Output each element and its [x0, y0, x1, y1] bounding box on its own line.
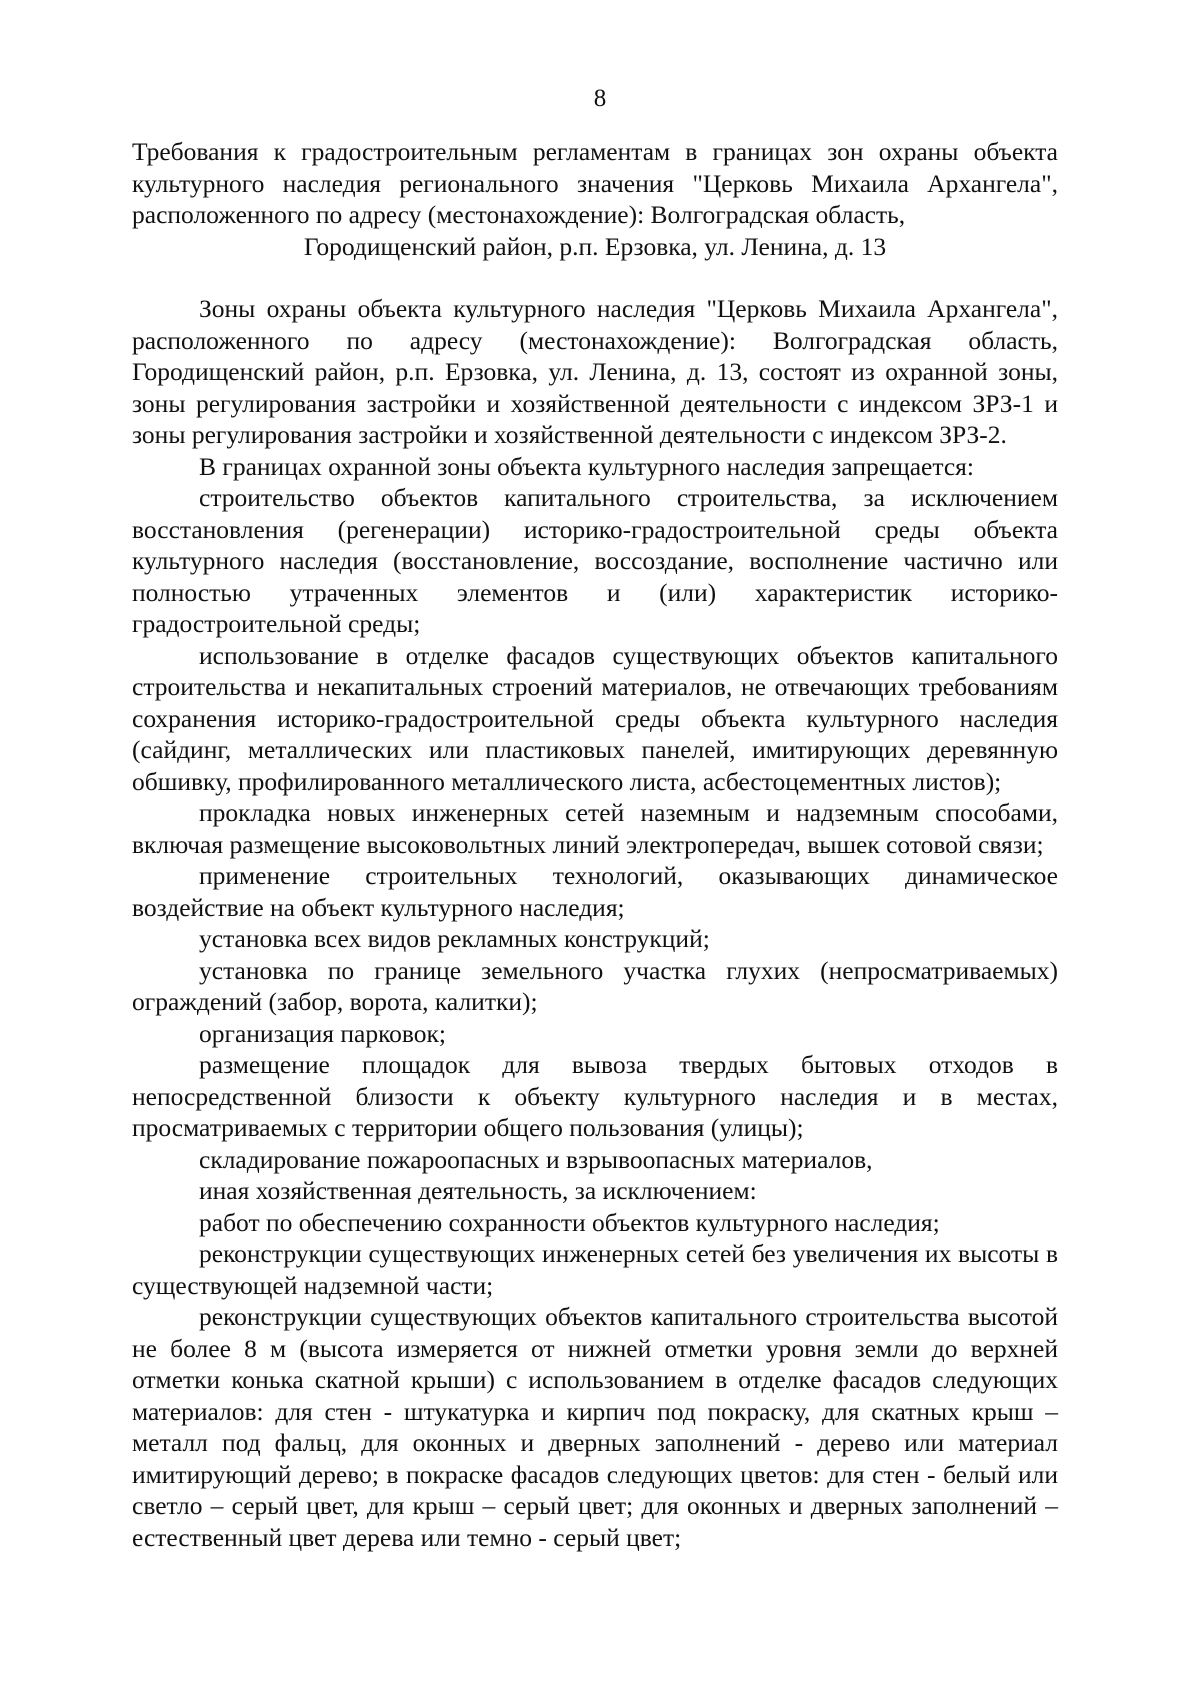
list-item: иная хозяйственная деятельность, за исключением:: [199, 1176, 757, 1205]
list-item: складирование пожароопасных и взрывоопасных материалов,: [199, 1144, 873, 1174]
list-item: установка по границе земельного участка глухих (непросматриваемых) ограждений (забор, ворота, калитки);: [132, 955, 1058, 1016]
list-item: применение строительных технологий, оказывающих динамическое воздействие на объект культурного наследия;: [132, 861, 1058, 922]
document-heading-address: Городищенский район, р.п. Ерзовка, ул. Ленина, д. 13: [303, 231, 887, 261]
list-item: размещение площадок для вывоза твердых бытовых отходов в непосредственной близости к объекту культурного наследия и в местах, просматриваемых с территории общего пользования (улицы);: [132, 1050, 1058, 1142]
document-heading: Требования к градостроительным регламентам в границах зон охраны объекта культурного наследия регионального значения "Церковь Михаила Архангела", расположенного по адресу (местонахождение): Волгоградская область,: [132, 137, 1058, 229]
page-number: 8: [593, 85, 607, 112]
list-item: реконструкции существующих объектов капитального строительства высотой не более 8 м (высота измеряется от нижней отметки уровня земли до верхней отметки конька скатной крыши) с использованием в отделке фасадов следующих материалов: для стен - штукатурка и кирпич под покраску, для скатных крыш – металл под фальц, для оконных и дверных заполнений - дерево или материал имитирующий дерево; в покраске фасадов следующих цветов: для стен - белый или светло – серый цвет, для крыш – серый цвет; для оконных и дверных заполнений – естественный цвет дерева или темно - серый цвет;: [132, 1302, 1058, 1552]
document-body: [132, 136, 1058, 1553]
list-item: реконструкции существующих инженерных сетей без увеличения их высоты в существующей надземной части;: [132, 1239, 1058, 1300]
list-item: использование в отделке фасадов существующих объектов капитального строительства и некапитальных строений материалов, не отвечающих требованиям сохранения историко-градостроительной среды объекта культурного наследия (сайдинг, металлических или пластиковых панелей, имитирующих деревянную обшивку, профилированного металлического листа, асбестоцементных листов);: [132, 640, 1058, 796]
paragraph-zones: Зоны охраны объекта культурного наследия "Церковь Михаила Архангела", расположенного по адресу (местонахождение): Волгоградская область, Городищенский район, р.п. Ерзовка, ул. Ленина, д. 13, состоят из охранной зоны, зоны регулирования застройки и хозяйственной деятельности с индексом ЗРЗ-1 и зоны регулирования застройки и хозяйственной деятельности с индексом ЗРЗ-2.: [132, 294, 1058, 449]
list-item: строительство объектов капитального строительства, за исключением восстановления (регенерации) историко-градостроительной среды объекта культурного наследия (восстановление, воссоздание, восполнение частично или полностью утраченных элементов и (или) характеристик историко-градостроительной среды;: [132, 483, 1058, 638]
list-item: прокладка новых инженерных сетей наземным и надземным способами, включая размещение высоковольтных линий электропередач, вышек сотовой связи;: [132, 798, 1058, 859]
list-item: установка всех видов рекламных конструкций;: [199, 924, 710, 953]
list-item: организация парковок;: [199, 1018, 447, 1048]
paragraph-prohibited-intro: В границах охранной зоны объекта культурного наследия запрещается:: [199, 451, 974, 481]
list-item: работ по обеспечению сохранности объектов культурного наследия;: [199, 1207, 940, 1237]
